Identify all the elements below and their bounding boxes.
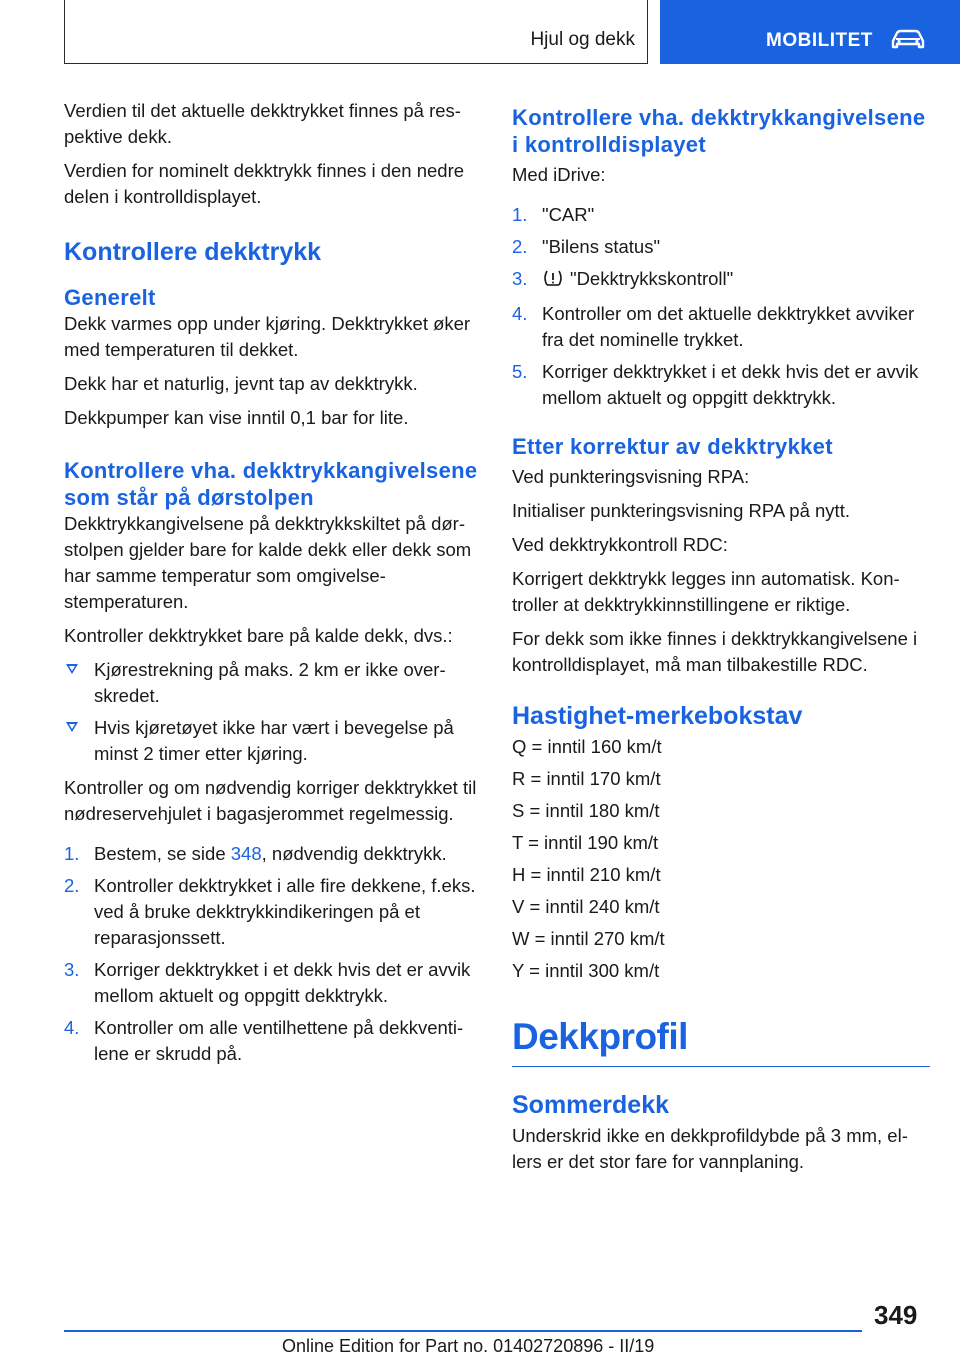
heading-speed-rating: Hastighet-merkebokstav	[512, 702, 803, 730]
right-column	[512, 98, 930, 1183]
general-paragraph-1: Dekk varmes opp under kjøring. Dekktrykket øker med temperaturen til dekket.	[64, 313, 471, 360]
footer-edition: Online Edition for Part no. 01402720896 - II/19	[282, 1336, 655, 1356]
heading-after-correction: Etter korrektur av dekktrykket	[512, 434, 833, 459]
speed-rating-v: V = inntil 240 km/t	[512, 896, 660, 917]
heading-control-display: Kontrollere vha. dekktrykkangivelsene i kontrolldisplayet	[512, 105, 926, 157]
list-item: 2. "Bilens status"	[512, 236, 661, 257]
heading-check-pressure: Kontrollere dekktrykk	[64, 238, 322, 266]
chapter-tab	[660, 0, 960, 64]
list-item: 2. Kontroller dekktrykket i alle fire dekkene, f.eks. ved å bruke dekktrykkindikeringen på et reparasjonssett.	[64, 875, 476, 948]
speed-rating-y: Y = inntil 300 km/t	[512, 960, 660, 981]
intro-paragraph-1: Verdien til det aktuelle dekktrykket finnes på respektive dekk.	[64, 100, 461, 147]
list-item: Hvis kjøretøyet ikke har vært i bevegelse på minst 2 timer etter kjøring.	[64, 715, 482, 767]
list-item: 4. Kontroller om det aktuelle dekktrykket avviker fra det nominelle trykket.	[512, 303, 915, 350]
heading-summer-tires: Sommerdekk	[512, 1091, 670, 1119]
idrive-label: Med iDrive:	[512, 164, 606, 185]
bullet-triangle-icon	[66, 664, 78, 674]
general-paragraph-2: Dekk har et naturlig, jevnt tap av dekktrykk.	[64, 373, 418, 394]
after-paragraph-3: Ved dekktrykkontroll RDC:	[512, 534, 728, 555]
speed-rating-q: Q = inntil 160 km/t	[512, 736, 662, 757]
list-item: 1. Bestem, se side 348, nødvendig dekktrykk.	[64, 843, 447, 864]
section-title: Hjul og dekk	[530, 29, 635, 50]
tire-pressure-warning-icon	[542, 268, 564, 295]
general-paragraph-3: Dekkpumper kan vise inntil 0,1 bar for lite.	[64, 407, 409, 428]
door-paragraph-3: Kontroller og om nødvendig korriger dekktrykket til nødreservehjulet i bagasjerommet regelmessig.	[64, 777, 477, 824]
left-column	[64, 98, 482, 1075]
list-item: 3. "Dekktrykkskontroll"	[512, 266, 930, 295]
header-section-box	[64, 0, 648, 64]
idrive-steps-list	[512, 202, 930, 411]
speed-rating-h: H = inntil 210 km/t	[512, 864, 661, 885]
speed-rating-w: W = inntil 270 km/t	[512, 928, 665, 949]
list-item: 4. Kontroller om alle ventilhettene på dekkventilene er skrudd på.	[64, 1017, 464, 1064]
page-number: 349	[874, 1300, 918, 1330]
list-item: 1. "CAR"	[512, 204, 595, 225]
after-paragraph-4: Korrigert dekktrykk legges inn automatisk. Kontroller at dekktrykkinnstillingene er riktige.	[512, 568, 900, 615]
speed-rating-s: S = inntil 180 km/t	[512, 800, 660, 821]
cold-tire-conditions	[64, 657, 482, 767]
heading-tread-profile: Dekkprofil	[512, 1014, 930, 1067]
speed-rating-t: T = inntil 190 km/t	[512, 832, 659, 853]
footer-divider	[64, 1330, 862, 1332]
car-icon	[890, 28, 926, 55]
list-item: 3. Korriger dekktrykket i et dekk hvis det er avvik mellom aktuelt og oppgitt dekktrykk.	[64, 959, 471, 1006]
check-steps-list	[64, 841, 482, 1067]
after-paragraph-1: Ved punkteringsvisning RPA:	[512, 466, 750, 487]
after-paragraph-2: Initialiser punkteringsvisning RPA på nytt.	[512, 500, 850, 521]
intro-paragraph-2: Verdien for nominelt dekktrykk finnes i den nedre delen i kontrolldisplayet.	[64, 160, 465, 207]
chapter-title: MOBILITET	[766, 30, 873, 51]
list-item: Kjørestrekning på maks. 2 km er ikke overskredet.	[64, 657, 482, 709]
page-link-348[interactable]: 348	[230, 843, 262, 864]
heading-general: Generelt	[64, 285, 156, 310]
door-paragraph-2: Kontroller dekktrykket bare på kalde dekk, dvs.:	[64, 625, 453, 646]
summer-paragraph-1: Underskrid ikke en dekkprofildybde på 3 mm, ellers er det stor fare for vannplaning.	[512, 1125, 908, 1172]
heading-door-pillar: Kontrollere vha. dekktrykkangivelsene som står på dørstolpen	[64, 458, 478, 510]
after-paragraph-5: For dekk som ikke finnes i dekktrykkangivelsene i kontrolldisplayet, må man tilbakestille RDC.	[512, 628, 918, 675]
door-paragraph-1: Dekktrykkangivelsene på dekktrykkskiltet på dørstolpen gjelder bare for kalde dekk eller dekk som har samme temperatur som omgivelsestemperaturen.	[64, 513, 472, 612]
list-item: 5. Korriger dekktrykket i et dekk hvis det er avvik mellom aktuelt og oppgitt dekktrykk.	[512, 361, 919, 408]
bullet-triangle-icon	[66, 722, 78, 732]
speed-rating-r: R = inntil 170 km/t	[512, 768, 661, 789]
